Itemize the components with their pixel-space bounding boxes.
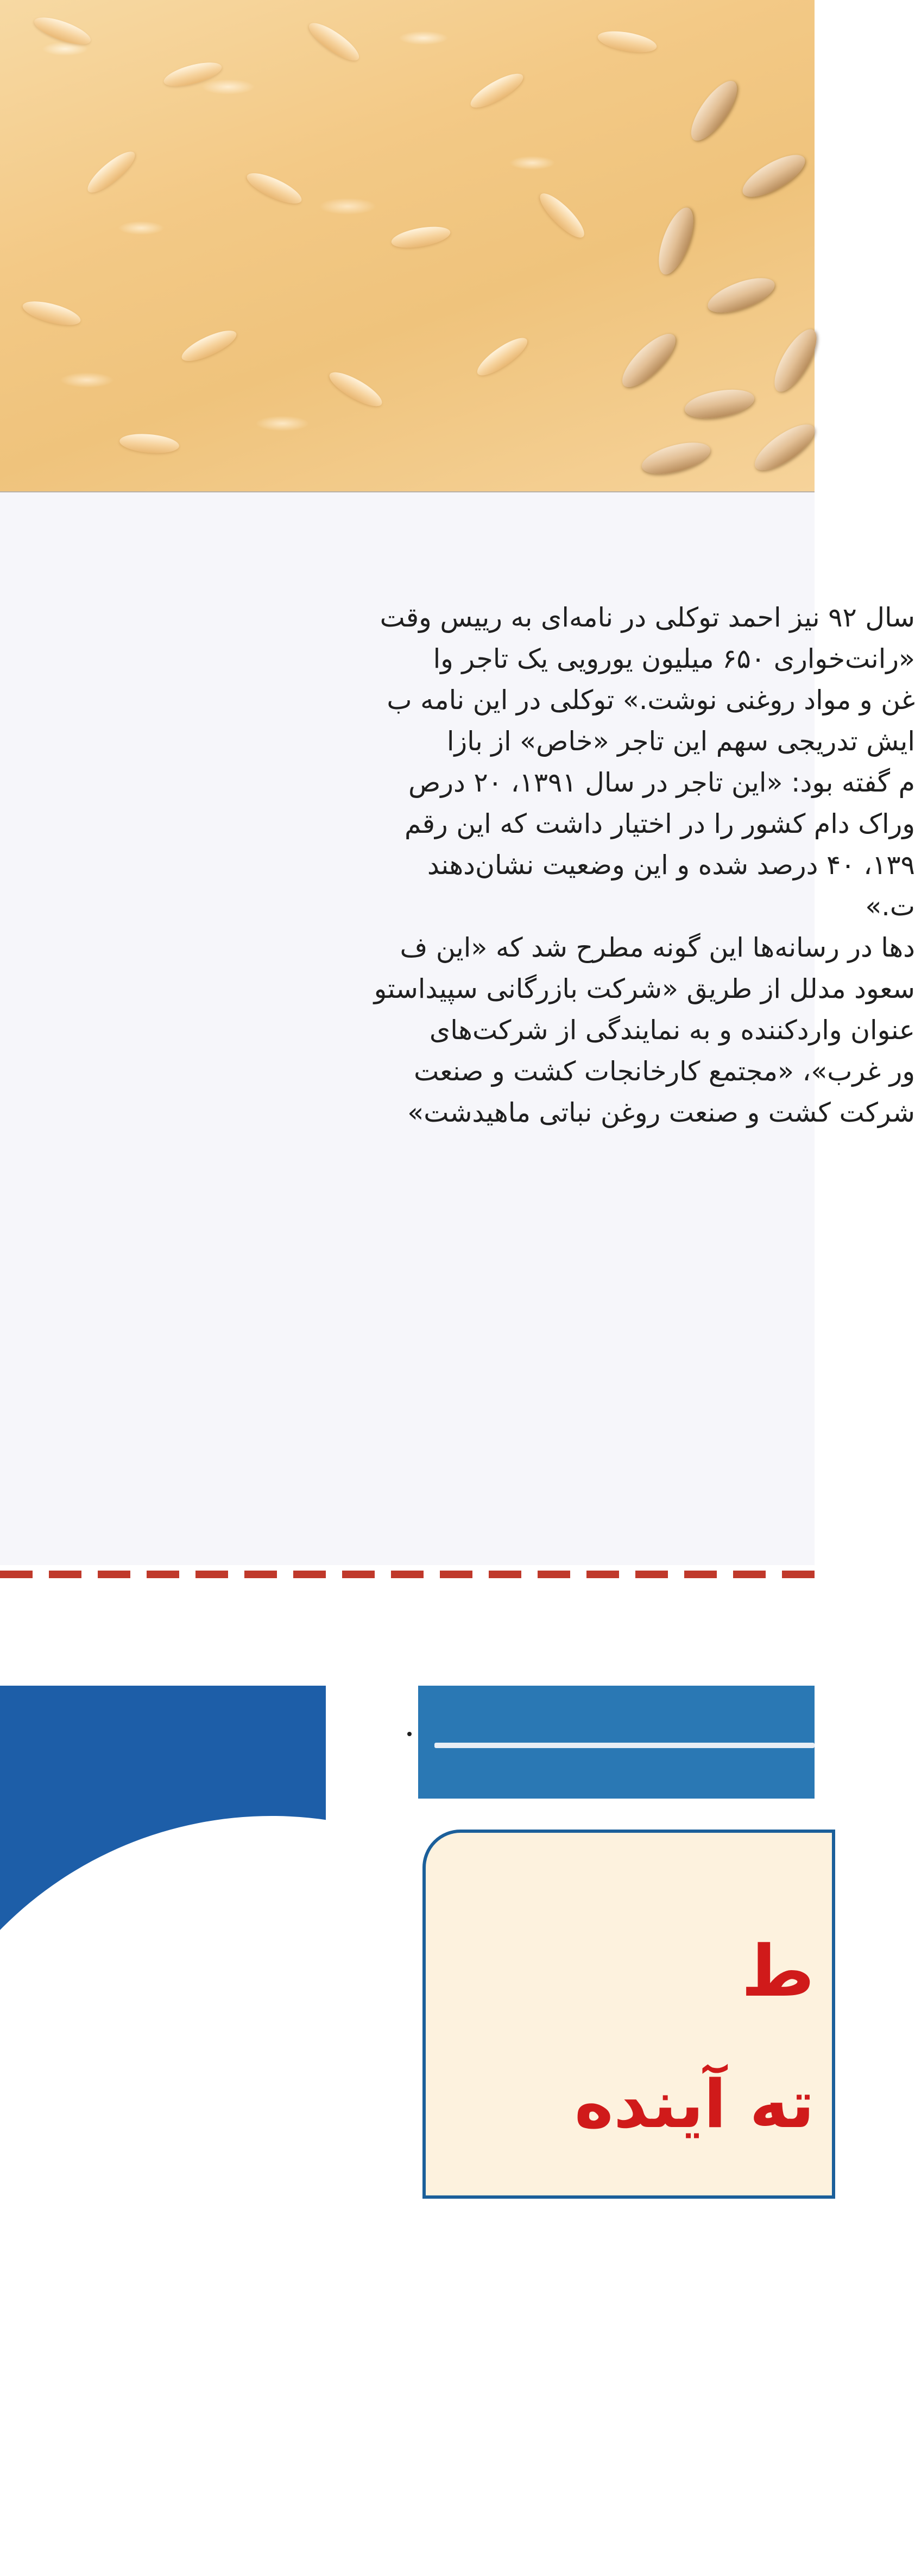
section-header-bar	[418, 1686, 815, 1799]
article-line: عنوان واردکننده و به نمایندگی از شرکت‌های	[429, 1015, 915, 1046]
rice-grain	[243, 167, 305, 209]
brown-rice-grain	[683, 74, 745, 147]
rice-grain	[161, 58, 224, 91]
rice-grain	[466, 68, 527, 113]
rice-grain	[178, 325, 240, 366]
article-line: سعود مدلل از طریق «شرکت بازرگانی سپیداستو	[374, 973, 915, 1004]
headline-panel	[422, 1830, 835, 2199]
article-line: ایش تدریجی سهم این تاجر «خاص» از بازا	[446, 726, 915, 757]
article-line: م گفته بود: «این تاجر در سال ۱۳۹۱، ۲۰ درص	[408, 767, 915, 798]
dot-mark	[407, 1732, 412, 1736]
article-line: غن و مواد روغنی نوشت.» توکلی در این نامه ب	[387, 685, 915, 716]
rice-grain	[534, 188, 590, 243]
headline-line-2: ته آینده	[574, 2066, 815, 2143]
headline-line-1: ط	[741, 1930, 815, 2012]
article-line: وراک دام کشور را در اختیار داشت که این رقم	[404, 808, 915, 839]
brown-rice-grain	[767, 324, 825, 398]
article-body	[0, 597, 915, 1134]
rice-grain	[390, 223, 452, 252]
brown-rice-grain	[639, 436, 714, 480]
rice-photo	[0, 0, 815, 491]
brown-rice-grain	[683, 385, 756, 423]
rice-grain	[325, 366, 386, 412]
brown-rice-grain	[652, 204, 701, 279]
article-line: دها در رسانه‌ها این گونه مطرح شد که «این ف	[400, 932, 915, 963]
article-line: ت.»	[865, 891, 915, 922]
rice-grain	[31, 12, 94, 50]
article-line: «رانت‌خواری ۶۵۰ میلیون یورویی یک تاجر وا	[433, 643, 915, 674]
dashed-separator	[0, 1571, 815, 1578]
rice-grain	[83, 146, 140, 199]
article-line: شرکت کشت و صنعت روغن نباتی ماهیدشت»	[407, 1097, 915, 1128]
article-line: ور غرب»، «مجتمع کارخانجات کشت و صنعت	[414, 1056, 915, 1087]
rice-grain	[472, 332, 532, 382]
rice-grain	[119, 432, 180, 455]
article-line: ۱۳۹، ۴۰ درصد شده و این وضعیت نشان‌دهند	[427, 850, 915, 881]
brown-rice-grain	[748, 416, 821, 478]
rice-grain	[20, 296, 83, 330]
rice-grain	[596, 28, 658, 56]
rice-grain	[304, 17, 364, 67]
brown-rice-grain	[704, 271, 779, 320]
brown-rice-grain	[737, 147, 811, 205]
article-line: سال ۹۲ نیز احمد توکلی در نامه‌ای به رییس وقت	[380, 602, 915, 633]
brown-rice-grain	[615, 326, 683, 395]
header-rule	[434, 1743, 815, 1748]
